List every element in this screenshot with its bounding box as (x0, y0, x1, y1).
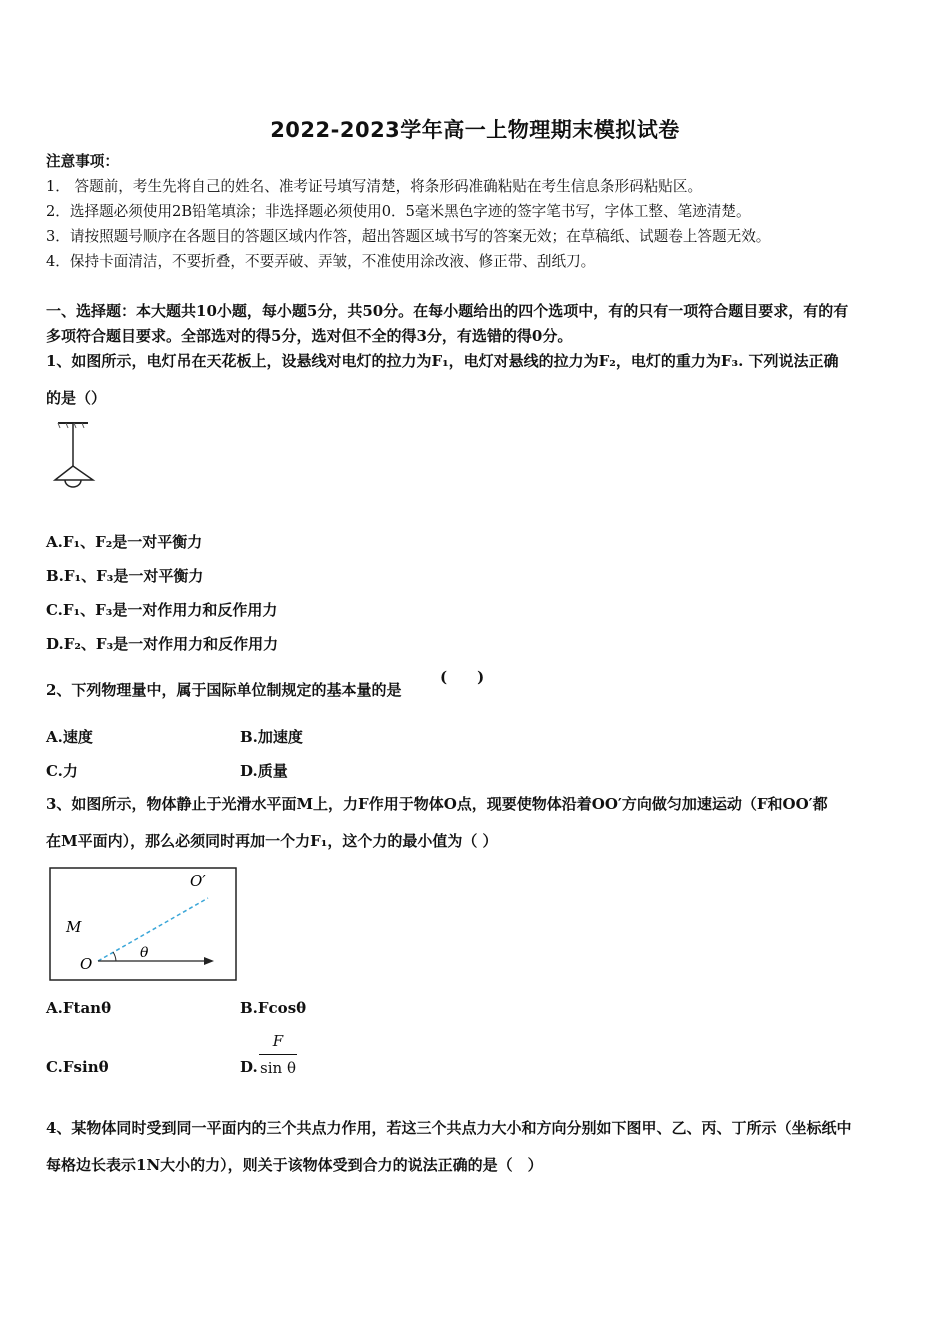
section-heading-line1: 一、选择题：本大题共10小题，每小题5分，共50分。在每小题给出的四个选项中，有的只有一项符合题目要求，有的有 (46, 302, 849, 320)
page-title: 2022-2023学年高一上物理期末模拟试卷 (270, 118, 680, 142)
q1-stem-line2: 的是（） (46, 389, 107, 407)
force-diagram (48, 866, 240, 984)
q3-option-d: D. (240, 1058, 258, 1076)
section-heading-line2: 多项符合题目要求。全部选对的得5分，选对但不全的得3分，有选错的得0分。 (46, 327, 573, 345)
notice-item: 4．保持卡面清洁，不要折叠，不要弄破、弄皱，不准使用涂改液、修正带、刮纸刀。 (46, 253, 596, 270)
q2-answer-paren: ( ) (440, 668, 485, 686)
q2-stem: 2、下列物理量中，属于国际单位制规定的基本量的是 (46, 681, 402, 699)
hanging-lamp-figure (48, 420, 106, 498)
bulb (65, 480, 81, 487)
lamp-shade (55, 466, 93, 480)
q4-stem-line2: 每格边长表示1N大小的力），则关于该物体受到合力的说法正确的是（ ） (46, 1156, 543, 1174)
q3-option-d-denominator: sin θ (260, 1059, 296, 1077)
notice-item: 1． 答题前，考生先将自己的姓名、准考证号填写清楚，将条形码准确粘贴在考生信息条形码粘贴区。 (46, 178, 703, 195)
q2-option-b: B.加速度 (240, 728, 303, 746)
notice-heading: 注意事项： (46, 153, 119, 170)
q3-option-a: A.Ftanθ (46, 999, 112, 1017)
q1-option-a: A.F₁、F₂是一对平衡力 (46, 533, 203, 551)
q3-stem-line2: 在M平面内），那么必须同时再加一个力F₁，这个力的最小值为（ ） (46, 832, 498, 850)
notice-item: 3．请按照题号顺序在各题目的答题区域内作答，超出答题区域书写的答案无效；在草稿纸、试题卷上答题无效。 (46, 228, 771, 245)
q3-stem-line1: 3、如图所示，物体静止于光滑水平面M上，力F作用于物体O点，现要使物体沿着OO′方向做匀加速运动（F和OO′都 (46, 795, 828, 813)
q2-option-d: D.质量 (240, 762, 288, 780)
label-o: O (80, 955, 93, 973)
notice-item: 2．选择题必须使用2B铅笔填涂；非选择题必须使用0．5毫米黑色字迹的签字笔书写，字体工整、笔迹清楚。 (46, 203, 751, 220)
q1-option-c: C.F₁、F₃是一对作用力和反作用力 (46, 601, 278, 619)
q3-option-b: B.Fcosθ (240, 999, 307, 1017)
oo-prime-direction-line (98, 898, 208, 961)
label-theta: θ (140, 945, 149, 961)
q4-stem-line1: 4、某物体同时受到同一平面内的三个共点力作用，若这三个共点力大小和方向分别如下图甲、乙、丙、丁所示（坐标纸中 (46, 1119, 852, 1137)
fraction-bar (259, 1054, 297, 1055)
q1-option-b: B.F₁、F₃是一对平衡力 (46, 567, 204, 585)
q1-option-d: D.F₂、F₃是一对作用力和反作用力 (46, 635, 279, 653)
q3-option-c: C.Fsinθ (46, 1058, 109, 1076)
q2-option-a: A.速度 (46, 728, 93, 746)
force-f-arrowhead (204, 957, 214, 965)
q3-option-d-numerator: F (272, 1032, 284, 1050)
label-m: M (66, 918, 82, 936)
label-o-prime: O′ (190, 872, 206, 890)
q1-stem-line1: 1、如图所示，电灯吊在天花板上，设悬线对电灯的拉力为F₁，电灯对悬线的拉力为F₂，电灯的重力为F₃. 下列说法正确 (46, 352, 839, 370)
theta-arc (113, 952, 116, 961)
q2-option-c: C.力 (46, 762, 78, 780)
